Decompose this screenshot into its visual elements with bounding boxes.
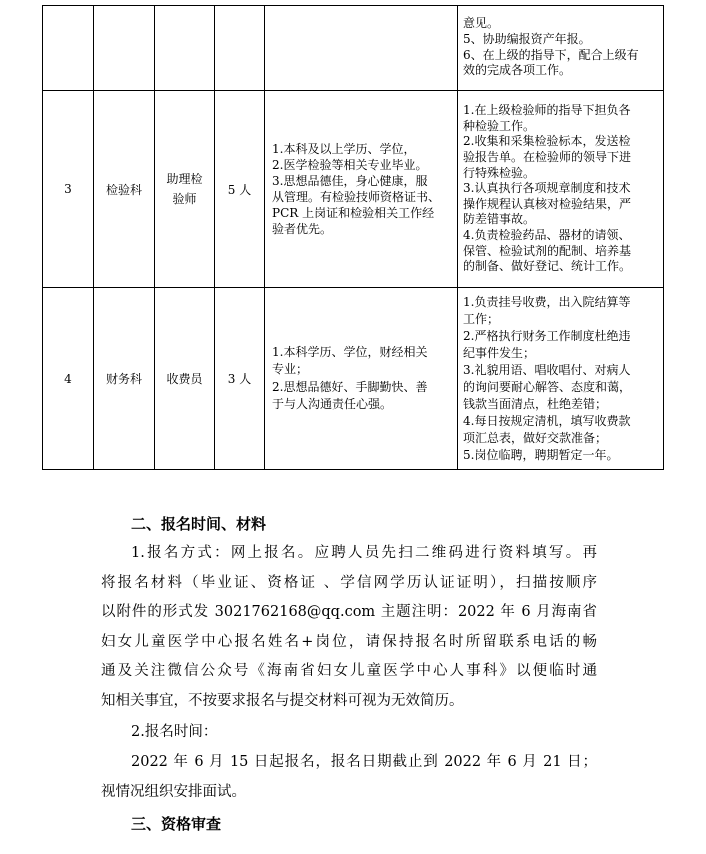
paragraph-registration-dates: 2022 年 6 月 15 日起报名，报名日期截止到 2022 年 6 月 21 日； 视情况组织安排面试。 bbox=[101, 754, 597, 800]
requirements-cell: 1.本科学历、学位，财经相关 专业； 2.思想品德好、手脚勤快、善 于与人沟通责任心强。 bbox=[265, 288, 458, 470]
position: 助理检 验师 bbox=[155, 91, 215, 288]
table-row bbox=[43, 91, 664, 288]
duty-line: 6、在上级的指导下，配合上级有 bbox=[463, 47, 639, 62]
row-number: 4 bbox=[43, 288, 94, 470]
paragraph-registration-method: 1.报名方式：网上报名。应聘人员先扫二维码进行资料填写。再 将报名材料（毕业证、资格证 、学信网学历认证证明），扫描按顺序 以附件的形式发 3021762168@qq.com 主题注明：2022 年 6 月海南省 妇女儿童医学中心报名姓名+岗位，请保持报名时所留联系电话的畅 通及关注微信公众号《海南省妇女儿童医学中心人事科》以便临时通 知相关事宜，不按要求报名与提交材料可视为无效简历。 bbox=[101, 545, 597, 709]
row-number: 3 bbox=[43, 91, 94, 288]
requirements-cell: 1.本科及以上学历、学位， 2.医学检验等相关专业毕业。 3.思想品德佳，身心健康，服 从管理。有检验技师资格证书、 PCR 上岗证和检验相关工作经 验者优先。 bbox=[265, 91, 458, 288]
paragraph-registration-time-label: 2.报名时间： bbox=[131, 724, 218, 740]
department: 财务科 bbox=[94, 288, 155, 470]
duty-line: 意见。 bbox=[463, 16, 500, 31]
positions-table bbox=[42, 5, 664, 470]
duties-cell: 1.负责挂号收费，出入院结算等 工作； 2.严格执行财务工作制度杜绝违 纪事件发生； 3.礼貌用语、唱收唱付、对病人 的询问要耐心解答、态度和蔼， 钱款当面清点，杜绝差错； 4.每日按规定清机，填写收费款 项汇总表，做好交款准备； 5.岗位临聘，聘期暂定一年。 bbox=[458, 288, 664, 470]
department: 检验科 bbox=[94, 91, 155, 288]
duties-cell: 1.在上级检验师的指导下担负各 种检验工作。 2.收集和采集检验标本，发送检 验报告单。在检验师的领导下进 行特殊检验。 3.认真执行各项规章制度和技术 操作规程认真核对检验结果，严 防差错事故。 4.负责检验药品、器材的请领、 保管、检验试剂的配制、培养基 的制备、做好登记、统计工作。 bbox=[458, 91, 664, 288]
duties-cell bbox=[458, 6, 664, 91]
duty-line: 5、协助编报资产年报。 bbox=[463, 31, 591, 46]
table-row bbox=[43, 6, 664, 91]
headcount: 5 人 bbox=[215, 91, 265, 288]
duty-line: 效的完成各项工作。 bbox=[463, 63, 572, 78]
section-heading: 二、报名时间、材料 bbox=[131, 515, 267, 533]
position: 收费员 bbox=[155, 288, 215, 470]
table-row bbox=[43, 288, 664, 470]
headcount: 3 人 bbox=[215, 288, 265, 470]
section-heading: 三、资格审查 bbox=[131, 815, 222, 833]
